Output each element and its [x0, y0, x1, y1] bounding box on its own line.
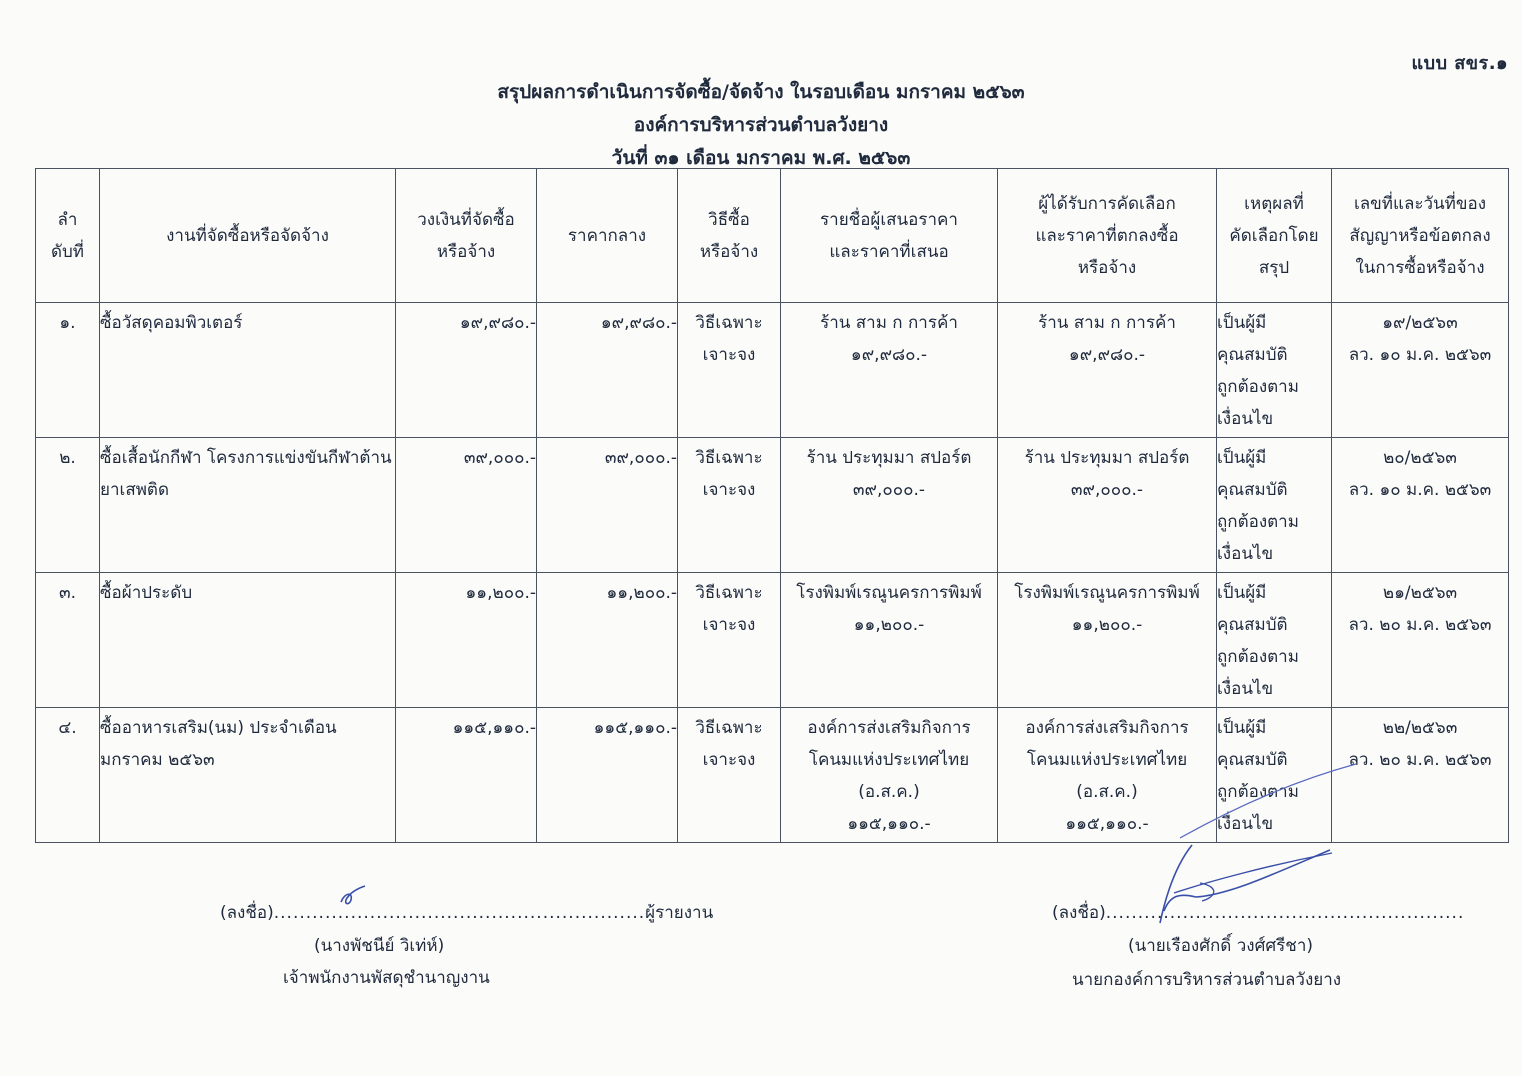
row-median-price: ๑๙,๙๘๐.- [537, 303, 678, 438]
col-header-contract: เลขที่และวันที่ของ สัญญาหรือข้อตกลง ในการซื้อหรือจ้าง [1332, 169, 1509, 303]
row-selected: ร้าน ประทุมมา สปอร์ต ๓๙,๐๐๐.- [998, 438, 1217, 573]
col-header-no: ลำ ดับที่ [36, 169, 100, 303]
row-budget: ๑๑๕,๑๑๐.- [396, 708, 537, 843]
row-item: ซื้อเสื้อนักกีฬา โครงการแข่งขันกีฬาต้านยาเสพติด [100, 438, 396, 573]
col-header-method: วิธีซื้อ หรือจ้าง [678, 169, 781, 303]
table-row [36, 573, 1509, 708]
form-code: แบบ สขร.๑ [1411, 53, 1508, 74]
col-header-reason: เหตุผลที่ คัดเลือกโดย สรุป [1217, 169, 1332, 303]
row-budget: ๑๑,๒๐๐.- [396, 573, 537, 708]
row-method: วิธีเฉพาะ เจาะจง [678, 438, 781, 573]
row-selected: ร้าน สาม ก การค้า ๑๙,๙๘๐.- [998, 303, 1217, 438]
col-header-budget: วงเงินที่จัดซื้อ หรือจ้าง [396, 169, 537, 303]
row-method: วิธีเฉพาะ เจาะจง [678, 573, 781, 708]
table-row [36, 438, 1509, 573]
stray-pen-stroke [1180, 760, 1360, 840]
document-title: สรุปผลการดำเนินการจัดซื้อ/จัดจ้าง ในรอบเดือน มกราคม ๒๕๖๓ [497, 81, 1025, 103]
row-median-price: ๑๑๕,๑๑๐.- [537, 708, 678, 843]
right-handwritten-signature [1140, 835, 1340, 930]
row-median-price: ๓๙,๐๐๐.- [537, 438, 678, 573]
row-contract: ๑๙/๒๕๖๓ ลว. ๑๐ ม.ค. ๒๕๖๓ [1332, 303, 1509, 438]
row-bidders: องค์การส่งเสริมกิจการ โคนมแห่งประเทศไทย (อ.ส.ค.) ๑๑๕,๑๑๐.- [781, 708, 998, 843]
right-sign-prefix: (ลงชื่อ) [1052, 903, 1106, 923]
col-header-bidders: รายชื่อผู้เสนอราคา และราคาที่เสนอ [781, 169, 998, 303]
left-handwritten-initial [335, 882, 375, 912]
left-sign-prefix: (ลงชื่อ) [220, 903, 274, 923]
row-item: ซื้ออาหารเสริม(นม) ประจำเดือนมกราคม ๒๕๖๓ [100, 708, 396, 843]
row-item: ซื้อผ้าประดับ [100, 573, 396, 708]
document-date: วันที่ ๓๑ เดือน มกราคม พ.ศ. ๒๕๖๓ [611, 147, 911, 169]
organization-name: องค์การบริหารส่วนตำบลวังยาง [633, 114, 889, 136]
row-method: วิธีเฉพาะ เจาะจง [678, 303, 781, 438]
row-selected: โรงพิมพ์เรณูนครการพิมพ์ ๑๑,๒๐๐.- [998, 573, 1217, 708]
col-header-median-price: ราคากลาง [537, 169, 678, 303]
row-contract: ๒๒/๒๕๖๓ ลว. ๒๐ ม.ค. ๒๕๖๓ [1332, 708, 1509, 843]
table-header-row [36, 169, 1509, 303]
row-bidders: ร้าน ประทุมมา สปอร์ต ๓๙,๐๐๐.- [781, 438, 998, 573]
row-item: ซื้อวัสดุคอมพิวเตอร์ [100, 303, 396, 438]
row-budget: ๑๙,๙๘๐.- [396, 303, 537, 438]
row-reason: เป็นผู้มี คุณสมบัติ ถูกต้องตาม เงื่อนไข [1217, 573, 1332, 708]
row-selected: องค์การส่งเสริมกิจการ โคนมแห่งประเทศไทย (อ.ส.ค.) ๑๑๕,๑๑๐.- [998, 708, 1217, 843]
right-sign-dots: ........................................................ [1105, 903, 1465, 923]
col-header-item: งานที่จัดซื้อหรือจัดจ้าง [100, 169, 396, 303]
row-median-price: ๑๑,๒๐๐.- [537, 573, 678, 708]
row-contract: ๒๐/๒๕๖๓ ลว. ๑๐ ม.ค. ๒๕๖๓ [1332, 438, 1509, 573]
row-no: ๑. [36, 303, 100, 438]
row-method: วิธีเฉพาะ เจาะจง [678, 708, 781, 843]
row-contract: ๒๑/๒๕๖๓ ลว. ๒๐ ม.ค. ๒๕๖๓ [1332, 573, 1509, 708]
row-budget: ๓๙,๐๐๐.- [396, 438, 537, 573]
left-sign-suffix: ผู้รายงาน [645, 903, 714, 923]
row-bidders: ร้าน สาม ก การค้า ๑๙,๙๘๐.- [781, 303, 998, 438]
left-signer-position: เจ้าพนักงานพัสดุชำนาญงาน [283, 968, 490, 988]
right-signer-position: นายกองค์การบริหารส่วนตำบลวังยาง [1072, 970, 1342, 990]
table-row [36, 303, 1509, 438]
right-signer-name: (นายเรืองศักดิ์ วงศ์ศรีชา) [1128, 936, 1314, 956]
row-bidders: โรงพิมพ์เรณูนครการพิมพ์ ๑๑,๒๐๐.- [781, 573, 998, 708]
col-header-selected: ผู้ได้รับการคัดเลือก และราคาที่ตกลงซื้อ หรือจ้าง [998, 169, 1217, 303]
left-sign-dots: .......................................................... [273, 903, 646, 923]
row-no: ๒. [36, 438, 100, 573]
procurement-table [35, 168, 1509, 843]
row-reason: เป็นผู้มี คุณสมบัติ ถูกต้องตาม เงื่อนไข [1217, 438, 1332, 573]
left-signature-line [220, 899, 713, 926]
row-reason: เป็นผู้มี คุณสมบัติ ถูกต้องตาม เงื่อนไข [1217, 303, 1332, 438]
row-no: ๔. [36, 708, 100, 843]
left-signer-name: (นางพัชนีย์ วิเท่ห์) [314, 936, 445, 956]
row-no: ๓. [36, 573, 100, 708]
row-reason: เป็นผู้มี คุณสมบัติ ถูกต้องตาม เงื่อนไข [1217, 708, 1332, 843]
